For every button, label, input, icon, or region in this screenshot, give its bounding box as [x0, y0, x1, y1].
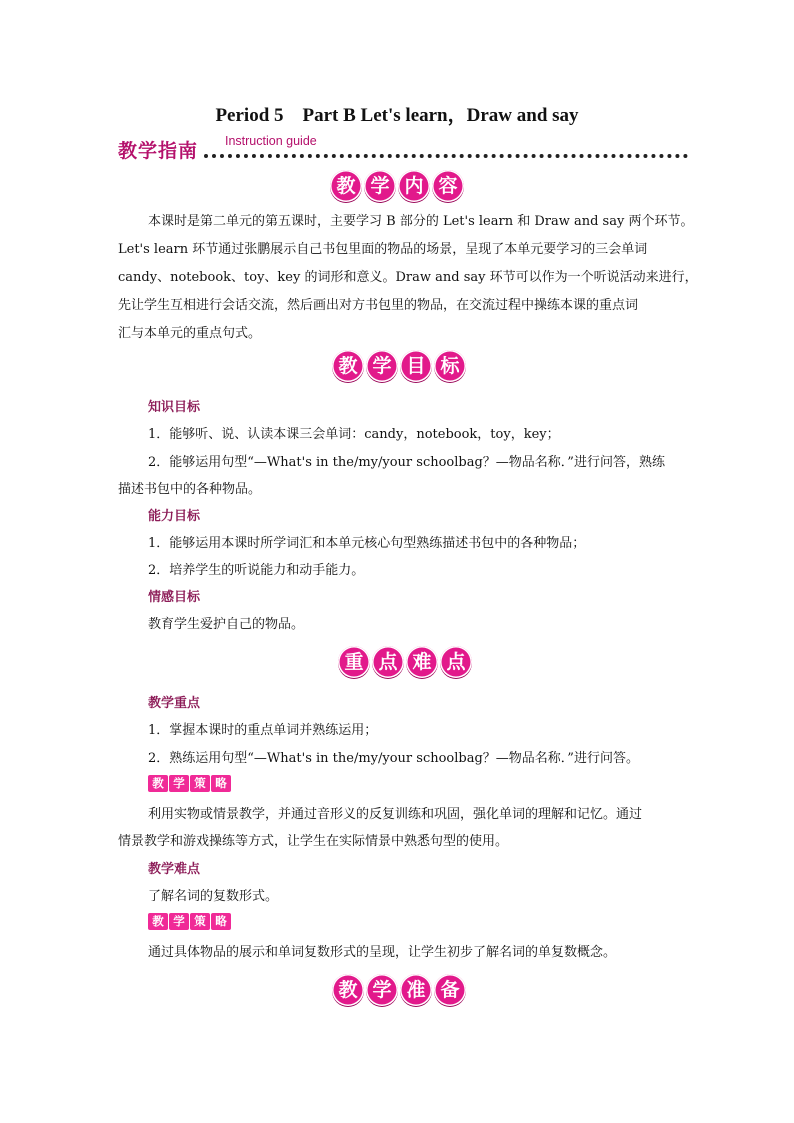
banner-teaching-prep	[332, 974, 466, 1006]
strategy-char: 策	[190, 775, 210, 792]
banner-char: 标	[434, 350, 466, 382]
ability-goals-heading: 能力目标	[148, 509, 201, 524]
page-title: Period 5 Part B Let's learn，Draw and say	[215, 105, 579, 126]
knowledge-goals-heading: 知识目标	[148, 400, 201, 415]
banner-key-difficult	[338, 646, 472, 678]
guide-title-en: Instruction guide	[225, 134, 317, 148]
strategy-label	[148, 775, 231, 792]
knowledge-goal-1: 1．能够听、说、认读本课三会单词：candy，notebook，toy，key；	[148, 427, 560, 442]
knowledge-goal-2: 2．能够运用句型“—What's in the/my/your schoolbag？—物品名称．”进行问答，熟练	[148, 455, 665, 470]
banner-char: 难	[406, 646, 438, 678]
content-line: candy、notebook、toy、key 的词形和意义。Draw and say 环节可以作为一个听说活动来进行，	[118, 270, 698, 285]
banner-char: 点	[440, 646, 472, 678]
banner-char: 内	[398, 170, 430, 202]
dotted-divider	[204, 154, 688, 158]
strategy-char: 教	[148, 913, 168, 930]
banner-char: 教	[330, 170, 362, 202]
knowledge-goal-2-cont: 描述书包中的各种物品。	[118, 482, 262, 497]
banner-char: 学	[364, 170, 396, 202]
banner-teaching-goals	[332, 350, 466, 382]
focus-item-1: 1．掌握本课时的重点单词并熟练运用；	[148, 723, 378, 738]
banner-char: 准	[400, 974, 432, 1006]
strategy-char: 略	[211, 775, 231, 792]
banner-char: 重	[338, 646, 370, 678]
strategy-label	[148, 913, 231, 930]
ability-goal-1: 1．能够运用本课时所学词汇和本单元核心句型熟练描述书包中的各种物品；	[148, 536, 586, 551]
banner-char: 点	[372, 646, 404, 678]
banner-char: 教	[332, 974, 364, 1006]
banner-teaching-content	[330, 170, 464, 202]
banner-char: 教	[332, 350, 364, 382]
instruction-guide-header	[118, 134, 688, 164]
emotion-goal-1: 教育学生爱护自己的物品。	[148, 617, 305, 632]
banner-char: 学	[366, 974, 398, 1006]
banner-char: 备	[434, 974, 466, 1006]
guide-title-cn: 教学指南	[118, 140, 199, 162]
strategy-char: 学	[169, 775, 189, 792]
emotion-goals-heading: 情感目标	[148, 590, 201, 605]
banner-char: 容	[432, 170, 464, 202]
difficulty-item-1: 了解名词的复数形式。	[148, 889, 279, 904]
focus-item-2: 2．熟练运用句型“—What's in the/my/your schoolbag？—物品名称．”进行问答。	[148, 751, 639, 766]
banner-char: 学	[366, 350, 398, 382]
banner-char: 目	[400, 350, 432, 382]
content-line: 先让学生互相进行会话交流，然后画出对方书包里的物品，在交流过程中操练本课的重点词	[118, 298, 639, 313]
focus-strategy-line-cont: 情景教学和游戏操练等方式，让学生在实际情景中熟悉句型的使用。	[118, 834, 509, 849]
strategy-char: 教	[148, 775, 168, 792]
ability-goal-2: 2．培养学生的听说能力和动手能力。	[148, 563, 365, 578]
content-line: 汇与本单元的重点句式。	[118, 326, 262, 341]
content-line: Let's learn 环节通过张鹏展示自己书包里面的物品的场景，呈现了本单元要学习的三会单词	[118, 242, 648, 257]
difficulty-strategy-line: 通过具体物品的展示和单词复数形式的呈现，让学生初步了解名词的单复数概念。	[148, 945, 617, 960]
strategy-char: 策	[190, 913, 210, 930]
strategy-char: 学	[169, 913, 189, 930]
strategy-char: 略	[211, 913, 231, 930]
content-line: 本课时是第二单元的第五课时，主要学习 B 部分的 Let's learn 和 Draw and say 两个环节。	[148, 214, 694, 229]
teaching-focus-heading: 教学重点	[148, 696, 201, 711]
teaching-difficulty-heading: 教学难点	[148, 862, 201, 877]
focus-strategy-line: 利用实物或情景教学，并通过音形义的反复训练和巩固，强化单词的理解和记忆。通过	[148, 807, 643, 822]
